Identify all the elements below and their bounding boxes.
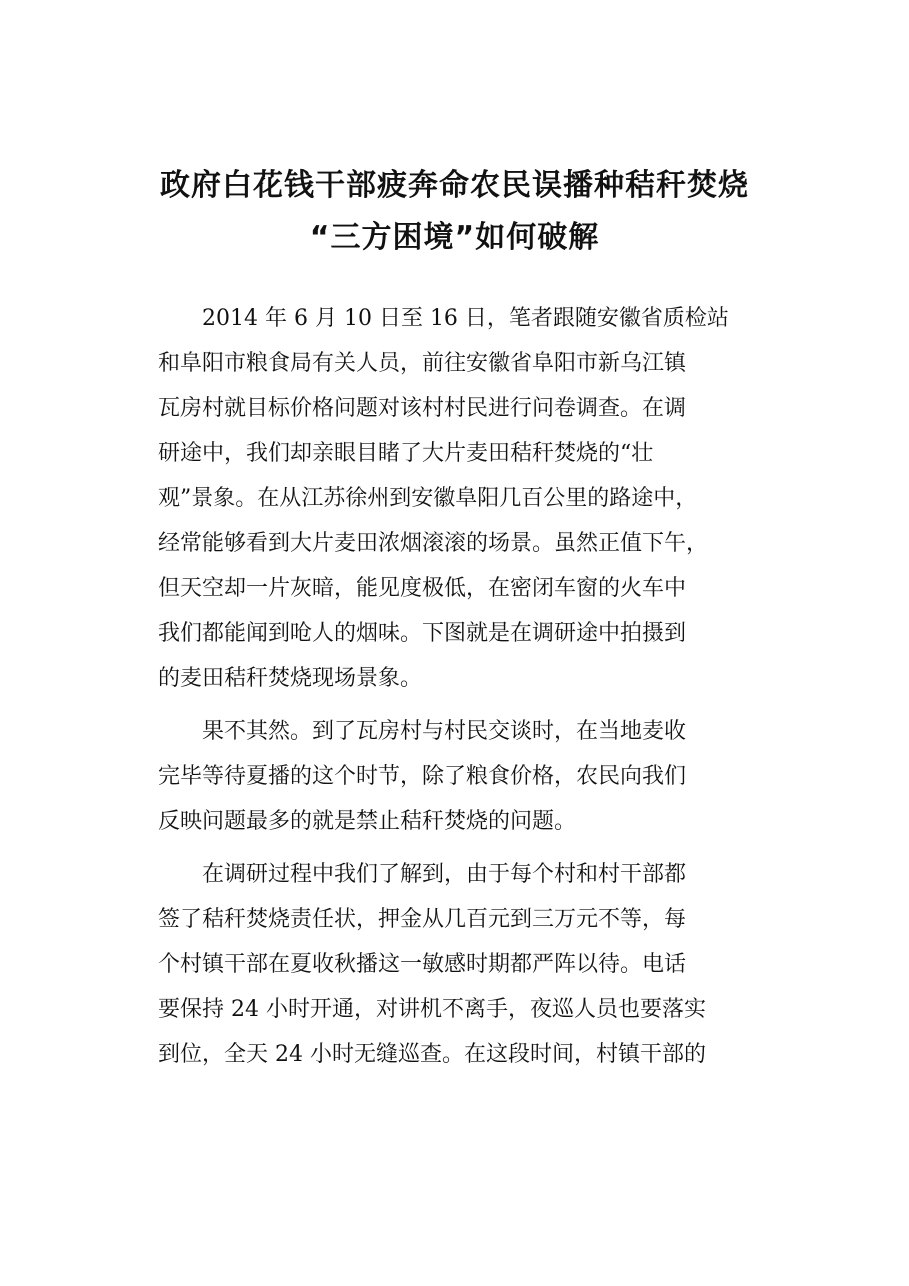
paragraph-line: 完毕等待夏播的这个时节，除了粮食价格，农民向我们 — [158, 764, 687, 789]
document-title-line-2: “三方困境”如何破解 — [309, 220, 600, 255]
paragraph-line: 和阜阳市粮食局有关人员，前往安徽省阜阳市新乌江镇 — [158, 351, 687, 376]
paragraph-line: 签了秸秆焚烧责任状，押金从几百元到三万元不等，每 — [158, 907, 687, 932]
paragraph-line: 瓦房村就目标价格问题对该村村民进行问卷调查。在调 — [158, 396, 687, 421]
paragraph-line: 在调研过程中我们了解到，由于每个村和村干部都 — [158, 862, 687, 887]
paragraph-line: 2014 年 6 月 10 日至 16 日，笔者跟随安徽省质检站 — [158, 306, 729, 331]
document-title-line-1: 政府白花钱干部疲奔命农民误播种秸秆焚烧 — [160, 168, 749, 203]
paragraph-line: 我们都能闻到呛人的烟味。下图就是在调研途中拍摄到 — [158, 621, 687, 646]
paragraph-line: 的麦田秸秆焚烧现场景象。 — [158, 666, 423, 691]
paragraph — [158, 709, 778, 844]
paragraph-line: 果不其然。到了瓦房村与村民交谈时，在当地麦收 — [158, 719, 687, 744]
paragraph-spacer — [158, 701, 778, 709]
paragraph — [158, 852, 778, 1077]
paragraph-line: 反映问题最多的就是禁止秸秆焚烧的问题。 — [158, 809, 577, 834]
document-body — [158, 296, 778, 1077]
paragraph-line: 要保持 24 小时开通，对讲机不离手，夜巡人员也要落实 — [158, 997, 706, 1022]
paragraph-line: 个村镇干部在夏收秋播这一敏感时期都严阵以待。电话 — [158, 952, 687, 977]
paragraph-line: 经常能够看到大片麦田浓烟滚滚的场景。虽然正值下午， — [158, 531, 709, 556]
paragraph-spacer — [158, 844, 778, 852]
paragraph-line: 但天空却一片灰暗，能见度极低，在密闭车窗的火车中 — [158, 576, 687, 601]
paragraph-line: 研途中，我们却亲眼目睹了大片麦田秸秆焚烧的“壮 — [158, 441, 654, 466]
paragraph-line: 观”景象。在从江苏徐州到安徽阜阳几百公里的路途中， — [158, 486, 698, 511]
paragraph — [158, 296, 778, 701]
paragraph-line: 到位，全天 24 小时无缝巡查。在这段时间，村镇干部的 — [158, 1042, 706, 1067]
